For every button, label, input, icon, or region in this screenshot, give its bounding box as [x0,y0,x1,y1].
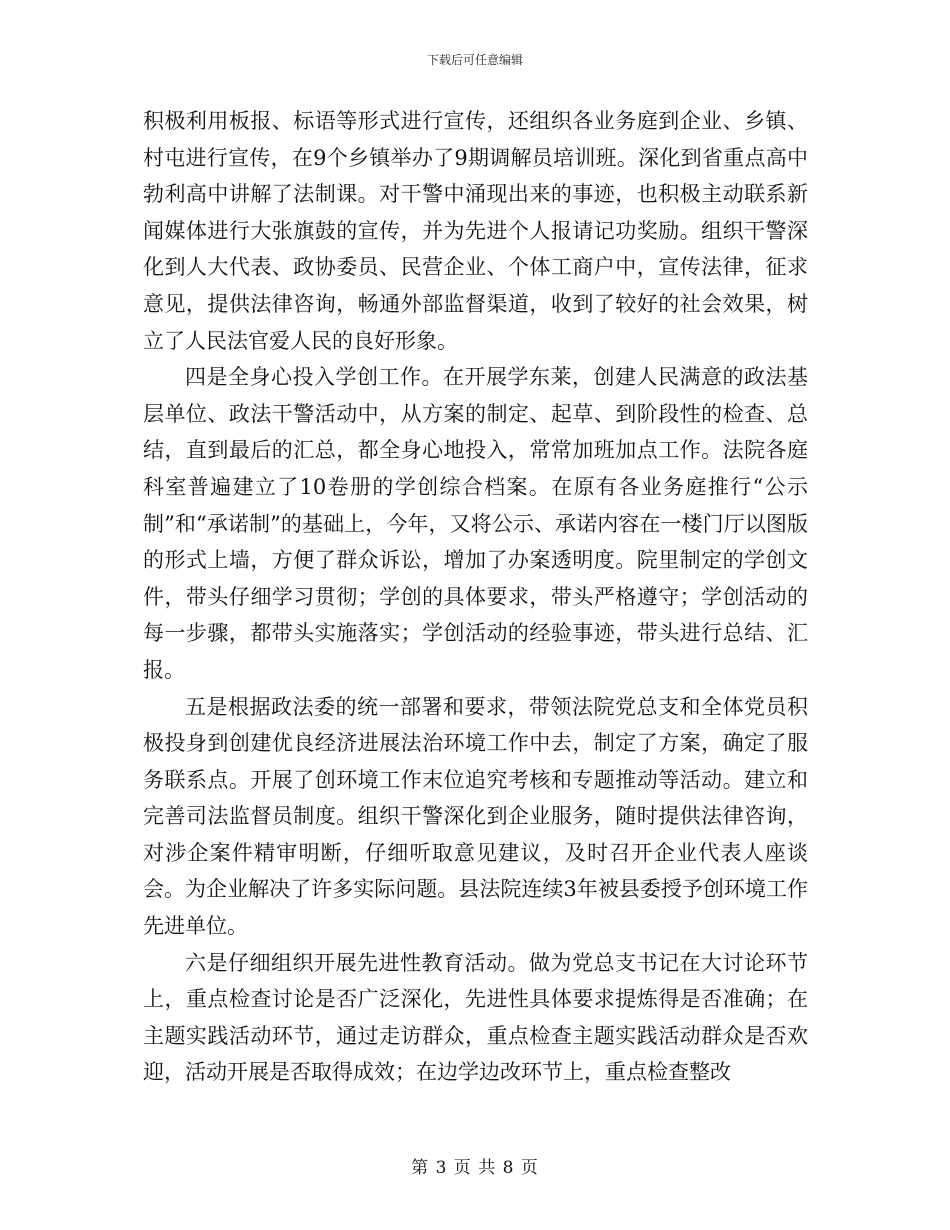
paragraph-3: 五是根据政法委的统一部署和要求，带领法院党总支和全体党员积极投身到创建优良经济进展法治环境工作中去，制定了方案，确定了服务联系点。开展了创环境工作末位追究考核和专题推动等活动。建立和完善司法监督员制度。组织干警深化到企业服务，随时提供法律咨询，对涉企案件精审明断，仔细听取意见建议，及时召开企业代表人座谈会。为企业解决了许多实际问题。县法院连续3年被县委授予创环境工作先进单位。 [143,694,808,939]
page-number-footer: 第 3 页 共 8 页 [411,1158,539,1178]
paragraph-4: 六是仔细组织开展先进性教育活动。做为党总支书记在大讨论环节上，重点检查讨论是否广泛深化，先进性具体要求提炼得是否准确；在主题实践活动环节，通过走访群众，重点检查主题实践活动群众是否欢迎，活动开展是否取得成效；在边学边改环节上，重点检查整改 [143,950,808,1085]
paragraph-1: 积极利用板报、标语等形式进行宣传，还组织各业务庭到企业、乡镇、村屯进行宣传，在9个乡镇举办了9期调解员培训班。深化到省重点高中勃利高中讲解了法制课。对干警中涌现出来的事迹，也积极主动联系新闻媒体进行大张旗鼓的宣传，并为先进个人报请记功奖励。组织干警深化到人大代表、政协委员、民营企业、个体工商户中，宣传法律，征求意见，提供法律咨询，畅通外部监督渠道，收到了较好的社会效果，树立了人民法官爱人民的良好形象。 [143,109,808,353]
page-header: 下载后可任意编辑 [426,53,523,67]
paragraph-2: 四是全身心投入学创工作。在开展学东莱，创建人民满意的政法基层单位、政法干警活动中，从方案的制定、起草、到阶段性的检查、总结，直到最后的汇总，都全身心地投入，常常加班加点工作。法院各庭科室普遍建立了10卷册的学创综合档案。在原有各业务庭推行“公示制”和“承诺制”的基础上，今年，又将公示、承诺内容在一楼门厅以图版的形式上墙，方便了群众诉讼，增加了办案透明度。院里制定的学创文件，带头仔细学习贯彻；学创的具体要求，带头严格遵守；学创活动的每一步骤，都带头实施落实；学创活动的经验事迹，带头进行总结、汇报。 [143,365,808,682]
document-body [143,103,808,1091]
